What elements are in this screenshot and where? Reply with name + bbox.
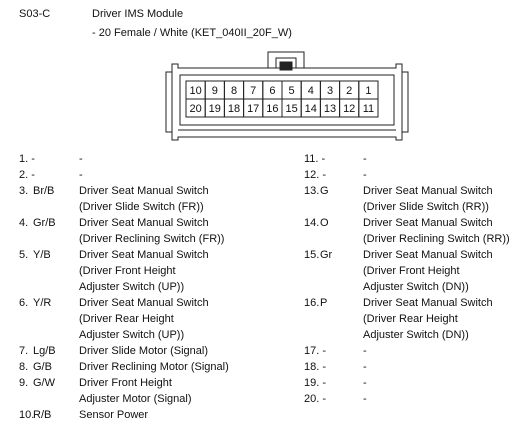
pin-label: 16. bbox=[304, 297, 320, 309]
pin-label: 4. bbox=[19, 217, 29, 229]
pin-description: (Driver Reclining Switch (RR)) bbox=[363, 233, 510, 245]
pin-number: 8 bbox=[230, 85, 238, 97]
wire-color: O bbox=[320, 217, 329, 229]
pin-label: 12. - bbox=[304, 169, 327, 181]
pin-description: Driver Seat Manual Switch bbox=[79, 217, 209, 229]
pin-description: Adjuster Switch (DN)) bbox=[363, 281, 469, 293]
pin-description: Driver Seat Manual Switch bbox=[79, 249, 209, 261]
wire-color: G/B bbox=[33, 361, 52, 373]
connector-subtitle: - 20 Female / White (KET_040II_20F_W) bbox=[92, 27, 292, 39]
pin-description: - bbox=[363, 377, 367, 389]
connector-left-flange bbox=[166, 72, 172, 132]
pin-label: 5. bbox=[19, 249, 29, 261]
pin-number: 4 bbox=[307, 85, 314, 97]
pin-description: - bbox=[79, 153, 83, 165]
pin-description: (Driver Front Height bbox=[79, 265, 176, 277]
pin-number: 9 bbox=[211, 85, 218, 97]
pin-number: 17 bbox=[247, 103, 260, 115]
pin-number: 1 bbox=[365, 85, 372, 97]
pin-number: 18 bbox=[227, 103, 241, 115]
pin-description: Driver Front Height bbox=[79, 377, 172, 389]
pin-description: Adjuster Switch (UP)) bbox=[79, 329, 185, 341]
wire-color: Br/B bbox=[33, 185, 55, 197]
pin-label: 10. bbox=[19, 409, 35, 421]
pin-description: Driver Seat Manual Switch bbox=[363, 249, 493, 261]
pin-number: 5 bbox=[288, 85, 295, 97]
connector-code: S03-C bbox=[19, 8, 51, 20]
pin-number: 14 bbox=[304, 103, 317, 115]
pin-description: (Driver Reclining Switch (FR)) bbox=[79, 233, 225, 245]
pin-description: (Driver Rear Height bbox=[79, 313, 174, 325]
pin-description: Driver Reclining Motor (Signal) bbox=[79, 361, 229, 373]
pin-number: 7 bbox=[250, 85, 257, 97]
pin-description: (Driver Slide Switch (FR)) bbox=[79, 201, 204, 213]
pin-description: - bbox=[363, 169, 367, 181]
pin-label: 19. - bbox=[304, 377, 327, 389]
pin-label: 18. - bbox=[304, 361, 327, 373]
pin-description: Driver Seat Manual Switch bbox=[79, 297, 209, 309]
wire-color: Lg/B bbox=[33, 345, 56, 357]
pin-number: 3 bbox=[326, 85, 334, 97]
connector-right-flange bbox=[402, 72, 408, 132]
pin-label: 1. - bbox=[19, 153, 35, 165]
pin-label: 14. bbox=[304, 217, 320, 229]
pin-label: 11. - bbox=[304, 153, 326, 165]
connector-latch-tab bbox=[280, 62, 292, 70]
pin-number: 12 bbox=[343, 103, 356, 115]
pin-number: 2 bbox=[346, 85, 353, 97]
pin-description: - bbox=[363, 361, 367, 373]
pin-description: Adjuster Motor (Signal) bbox=[79, 393, 192, 405]
pin-grid bbox=[186, 81, 378, 117]
pin-number: 20 bbox=[189, 103, 202, 115]
wire-color: Gr bbox=[320, 249, 333, 261]
pin-label: 15. bbox=[304, 249, 320, 261]
pin-label: 3. bbox=[19, 185, 29, 197]
pin-number: 13 bbox=[323, 103, 337, 115]
module-title: Driver IMS Module bbox=[92, 8, 184, 20]
connector-diagram bbox=[0, 0, 529, 150]
pin-description: Driver Seat Manual Switch bbox=[363, 217, 493, 229]
wire-color: Gr/B bbox=[33, 217, 56, 229]
pin-label: 20. - bbox=[304, 393, 327, 405]
pin-label: 8. bbox=[19, 361, 29, 373]
pin-description: (Driver Front Height bbox=[363, 265, 460, 277]
wire-color: P bbox=[320, 297, 328, 309]
pin-description: (Driver Slide Switch (RR)) bbox=[363, 201, 489, 213]
pin-description: Adjuster Switch (DN)) bbox=[363, 329, 469, 341]
pin-number: 19 bbox=[208, 103, 221, 115]
pin-description: - bbox=[79, 169, 83, 181]
pin-number: 15 bbox=[285, 103, 298, 115]
pin-number: 10 bbox=[189, 85, 202, 97]
pin-number: 6 bbox=[269, 85, 276, 97]
pin-label: 13. bbox=[304, 185, 320, 197]
pin-label: 9. bbox=[19, 377, 29, 389]
wire-color: Y/R bbox=[33, 297, 52, 309]
pin-description: Driver Seat Manual Switch bbox=[79, 185, 209, 197]
pin-label: 17. - bbox=[304, 345, 327, 357]
wire-color: G/W bbox=[33, 377, 55, 389]
pin-number: 16 bbox=[266, 103, 279, 115]
wire-color: Y/B bbox=[33, 249, 51, 261]
pin-label: 7. bbox=[19, 345, 29, 357]
wire-color: G bbox=[320, 185, 329, 197]
wire-color: R/B bbox=[33, 409, 52, 421]
pin-description: - bbox=[363, 345, 367, 357]
pin-description: Driver Seat Manual Switch bbox=[363, 185, 493, 197]
pin-description: (Driver Rear Height bbox=[363, 313, 458, 325]
pin-description: Driver Slide Motor (Signal) bbox=[79, 345, 208, 357]
pin-description: Sensor Power bbox=[79, 409, 149, 421]
pin-description: - bbox=[363, 393, 367, 405]
pin-number: 11 bbox=[362, 103, 375, 115]
pin-label: 2. - bbox=[19, 169, 35, 181]
pin-description: Driver Seat Manual Switch bbox=[363, 297, 493, 309]
pin-description: Adjuster Switch (UP)) bbox=[79, 281, 185, 293]
pin-label: 6. bbox=[19, 297, 29, 309]
pin-description: - bbox=[363, 153, 367, 165]
